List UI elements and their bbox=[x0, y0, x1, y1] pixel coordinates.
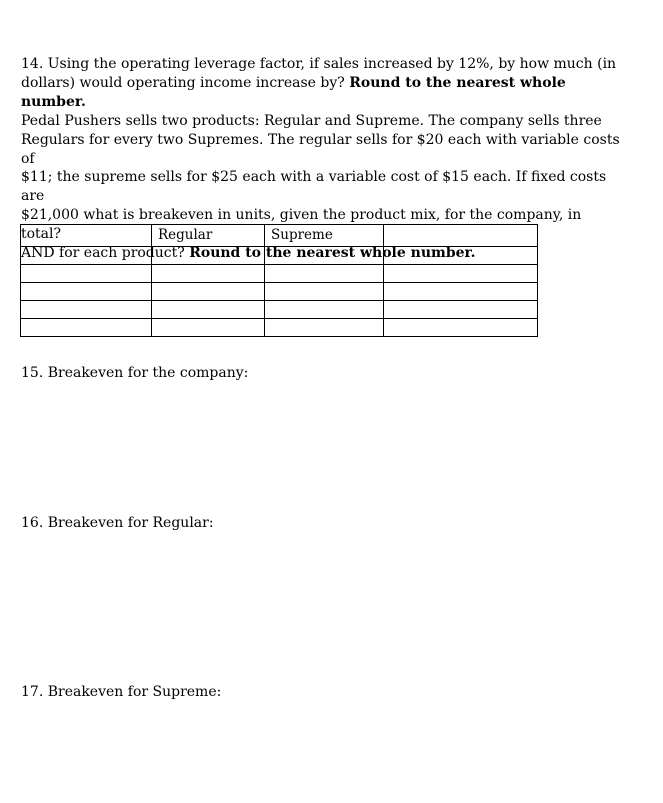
table-cell[interactable] bbox=[152, 283, 265, 301]
question-16-label: 16. Breakeven for Regular: bbox=[21, 515, 214, 531]
question-14-line-1: 14. Using the operating leverage factor, if sales increased by 12%, by how much (in bbox=[21, 56, 617, 72]
table-cell[interactable] bbox=[384, 283, 538, 301]
rounding-instruction: Round to the nearest whole number. bbox=[21, 74, 566, 110]
question-15-label: 15. Breakeven for the company: bbox=[21, 365, 249, 381]
table-cell[interactable] bbox=[384, 319, 538, 337]
table-cell[interactable] bbox=[265, 301, 384, 319]
table-row bbox=[21, 265, 538, 283]
question-17-label: 17. Breakeven for Supreme: bbox=[21, 684, 222, 700]
table-cell[interactable] bbox=[152, 265, 265, 283]
table-header-regular: Regular bbox=[152, 225, 265, 247]
rounding-instruction: Round to the nearest whole number. bbox=[189, 245, 476, 262]
table-row bbox=[21, 283, 538, 301]
table-cell[interactable] bbox=[21, 301, 152, 319]
table-cell[interactable] bbox=[384, 301, 538, 319]
question-14-line-5: $11; the supreme sells for $25 each with a variable cost of $15 each. If fixed costs are bbox=[21, 169, 607, 205]
table-row bbox=[21, 247, 538, 265]
table-header-cell bbox=[21, 225, 152, 247]
table-cell[interactable] bbox=[265, 319, 384, 337]
table-cell[interactable] bbox=[152, 301, 265, 319]
table-cell[interactable] bbox=[21, 247, 152, 265]
worksheet-table bbox=[20, 224, 538, 337]
table-row bbox=[21, 301, 538, 319]
table-cell[interactable] bbox=[384, 247, 538, 265]
table-cell[interactable] bbox=[265, 265, 384, 283]
table-cell[interactable] bbox=[152, 319, 265, 337]
question-14-line-4: Regulars for every two Supremes. The regular sells for $20 each with variable costs of bbox=[21, 131, 620, 167]
table-cell[interactable] bbox=[152, 247, 265, 265]
table-header-supreme: Supreme bbox=[265, 225, 384, 247]
table-header-row bbox=[21, 225, 538, 247]
table-cell[interactable] bbox=[265, 283, 384, 301]
table-cell[interactable] bbox=[384, 265, 538, 283]
question-14-line-2: dollars) would operating income increase by? Round to the nearest whole number. bbox=[21, 74, 566, 110]
table-cell[interactable] bbox=[21, 319, 152, 337]
question-14-line-6: $21,000 what is breakeven in units, given the product mix, for the company, in total? bbox=[21, 207, 582, 243]
question-14-line-3: Pedal Pushers sells two products: Regular and Supreme. The company sells three bbox=[21, 112, 602, 129]
question-14-line-7: AND for each product? Round to the nearest whole number. bbox=[21, 245, 476, 262]
table-cell[interactable] bbox=[265, 247, 384, 265]
table-cell[interactable] bbox=[21, 265, 152, 283]
table-row bbox=[21, 319, 538, 337]
table-header-cell bbox=[384, 225, 538, 247]
table-cell[interactable] bbox=[21, 283, 152, 301]
